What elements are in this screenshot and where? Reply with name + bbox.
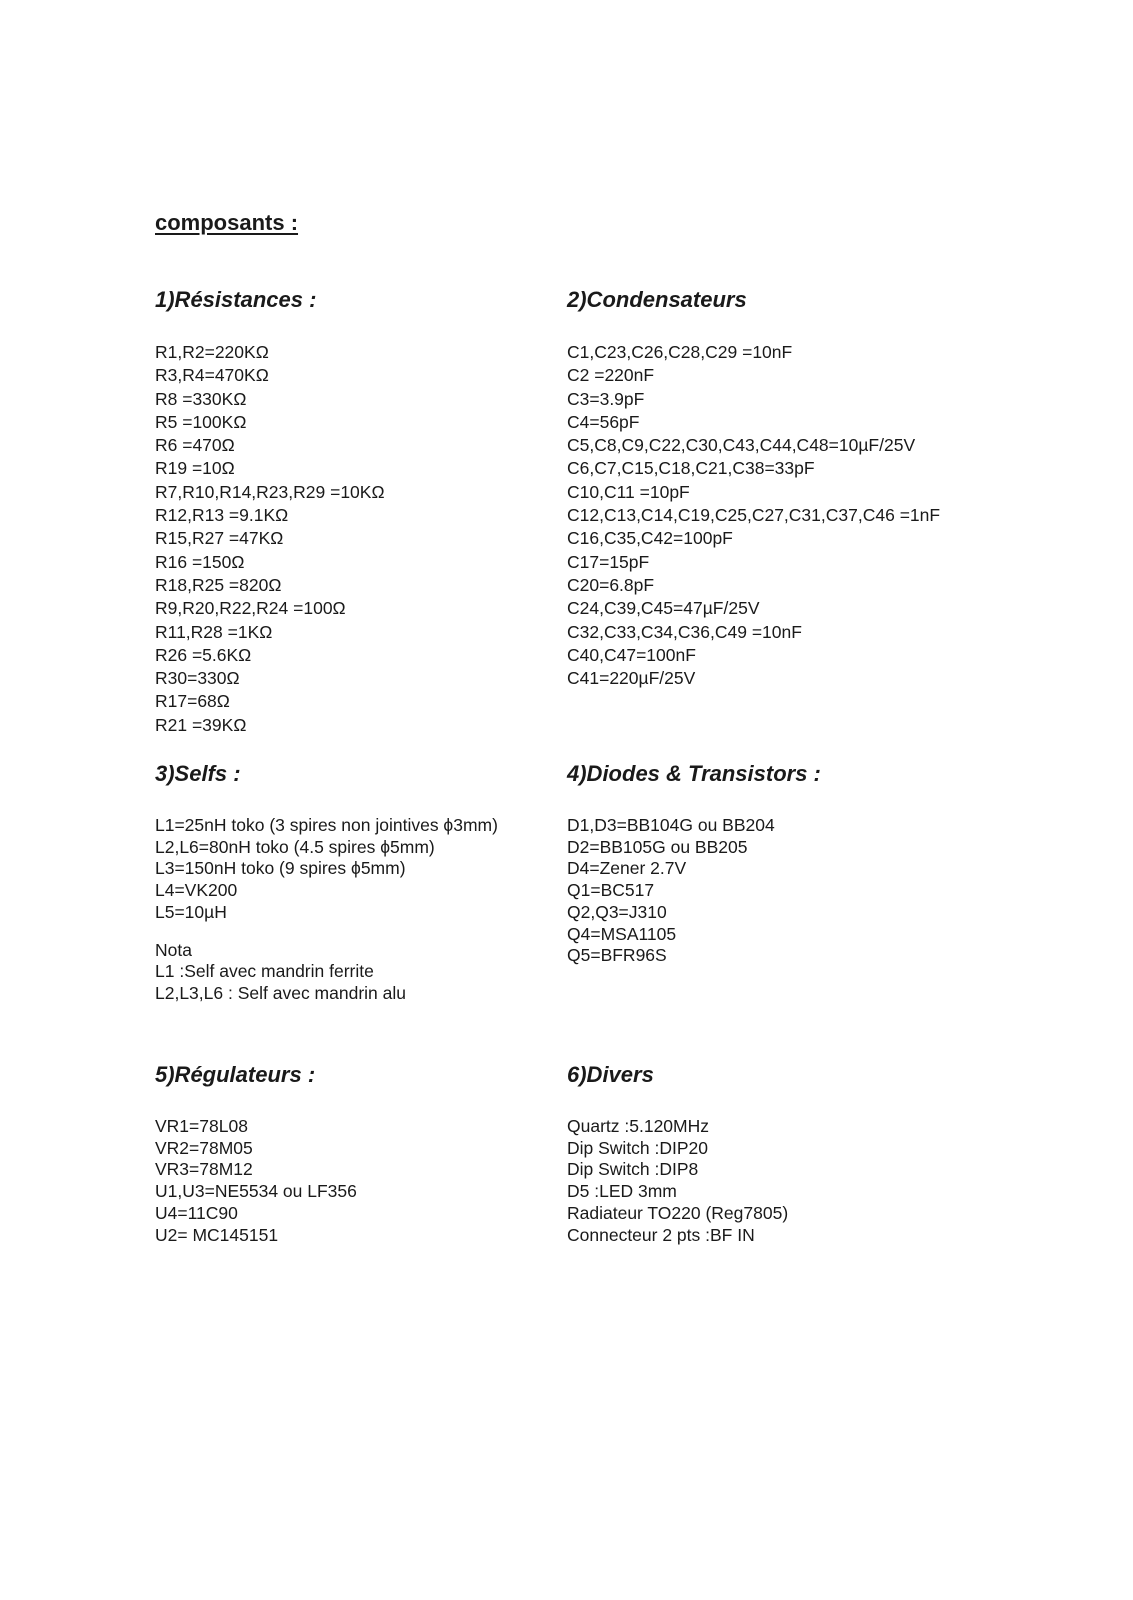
component-item: C40,C47=100nF <box>567 644 696 665</box>
component-item: D1,D3=BB104G ou BB204 <box>567 815 775 835</box>
section-heading: 4)Diodes & Transistors : <box>567 761 821 786</box>
component-item: C12,C13,C14,C19,C25,C27,C31,C37,C46 =1nF <box>567 505 941 526</box>
component-item: R30=330Ω <box>155 668 240 689</box>
component-item: Q2,Q3=J310 <box>567 901 667 922</box>
component-item: C10,C11 =10pF <box>567 481 690 502</box>
component-item: C16,C35,C42=100pF <box>567 528 733 549</box>
component-item: C2 =220nF <box>567 365 655 386</box>
component-list <box>567 341 940 690</box>
component-item: R21 =39KΩ <box>155 714 247 735</box>
component-item: VR2=78M05 <box>155 1137 253 1158</box>
component-item: Dip Switch :DIP8 <box>567 1159 699 1180</box>
component-item: R7,R10,R14,R23,R29 =10KΩ <box>155 481 385 502</box>
component-item: Q4=MSA1105 <box>567 923 677 944</box>
component-item: Q5=BFR96S <box>567 945 667 966</box>
section-heading: 3)Selfs : <box>155 761 241 786</box>
component-list <box>155 815 498 924</box>
component-item: C3=3.9pF <box>567 388 645 409</box>
component-item: Q1=BC517 <box>567 880 655 901</box>
component-item: VR3=78M12 <box>155 1159 253 1180</box>
component-item: R9,R20,R22,R24 =100Ω <box>155 598 346 619</box>
component-item: R5 =100KΩ <box>155 411 247 432</box>
component-item: C6,C7,C15,C18,C21,C38=33pF <box>567 458 815 479</box>
component-item: L1=25nH toko (3 spires non jointives ϕ3mm) <box>155 815 498 835</box>
component-item: C32,C33,C34,C36,C49 =10nF <box>567 621 802 642</box>
component-item: D2=BB105G ou BB205 <box>567 836 748 857</box>
component-item: C4=56pF <box>567 411 640 432</box>
component-list <box>155 341 385 737</box>
component-list <box>155 1116 357 1246</box>
component-item: C1,C23,C26,C28,C29 =10nF <box>567 342 793 362</box>
component-item: C24,C39,C45=47µF/25V <box>567 598 760 619</box>
component-list <box>567 815 821 967</box>
component-item: R17=68Ω <box>155 691 230 712</box>
component-list <box>567 1116 788 1246</box>
component-item: R6 =470Ω <box>155 435 235 456</box>
component-item: Dip Switch :DIP20 <box>567 1137 709 1158</box>
component-item: R3,R4=470KΩ <box>155 365 269 386</box>
selfs-note <box>155 940 498 1005</box>
note-line: L1 :Self avec mandrin ferrite <box>155 961 374 982</box>
page-title: composants : <box>155 210 299 235</box>
section-selfs <box>155 759 498 1004</box>
component-item: C5,C8,C9,C22,C30,C43,C44,C48=10µF/25V <box>567 435 916 456</box>
component-item: Quartz :5.120MHz <box>567 1116 709 1136</box>
component-item: R15,R27 =47KΩ <box>155 528 284 549</box>
component-item: C17=15pF <box>567 551 650 572</box>
section-divers <box>567 1060 788 1246</box>
component-item: C41=220µF/25V <box>567 668 696 689</box>
component-item: R1,R2=220KΩ <box>155 342 269 362</box>
section-condensateurs <box>567 285 940 690</box>
section-heading: 2)Condensateurs <box>567 287 747 312</box>
section-heading: 5)Régulateurs : <box>155 1062 316 1087</box>
component-item: Radiateur TO220 (Reg7805) <box>567 1202 789 1223</box>
component-item: VR1=78L08 <box>155 1116 248 1136</box>
section-resistances <box>155 285 385 737</box>
note-label: Nota <box>155 939 192 960</box>
section-diodes-transistors <box>567 759 821 967</box>
component-item: U1,U3=NE5534 ou LF356 <box>155 1181 357 1202</box>
component-item: U2= MC145151 <box>155 1224 279 1245</box>
component-item: L4=VK200 <box>155 880 238 901</box>
component-item: R11,R28 =1KΩ <box>155 621 273 642</box>
component-item: R26 =5.6KΩ <box>155 644 252 665</box>
component-item: D5 :LED 3mm <box>567 1181 677 1202</box>
component-item: L5=10µH <box>155 901 227 922</box>
note-line: L2,L3,L6 : Self avec mandrin alu <box>155 982 406 1003</box>
component-item: D4=Zener 2.7V <box>567 858 687 879</box>
component-item: C20=6.8pF <box>567 574 655 595</box>
component-item: U4=11C90 <box>155 1202 238 1223</box>
component-item: R18,R25 =820Ω <box>155 574 282 595</box>
component-item: Connecteur 2 pts :BF IN <box>567 1224 755 1245</box>
component-item: L2,L6=80nH toko (4.5 spires ϕ5mm) <box>155 836 435 857</box>
component-item: R12,R13 =9.1KΩ <box>155 505 289 526</box>
section-heading: 1)Résistances : <box>155 287 317 312</box>
component-item: L3=150nH toko (9 spires ϕ5mm) <box>155 858 406 879</box>
section-regulateurs <box>155 1060 357 1246</box>
component-item: R8 =330KΩ <box>155 388 247 409</box>
component-item: R16 =150Ω <box>155 551 245 572</box>
component-item: R19 =10Ω <box>155 458 235 479</box>
section-heading: 6)Divers <box>567 1062 654 1087</box>
